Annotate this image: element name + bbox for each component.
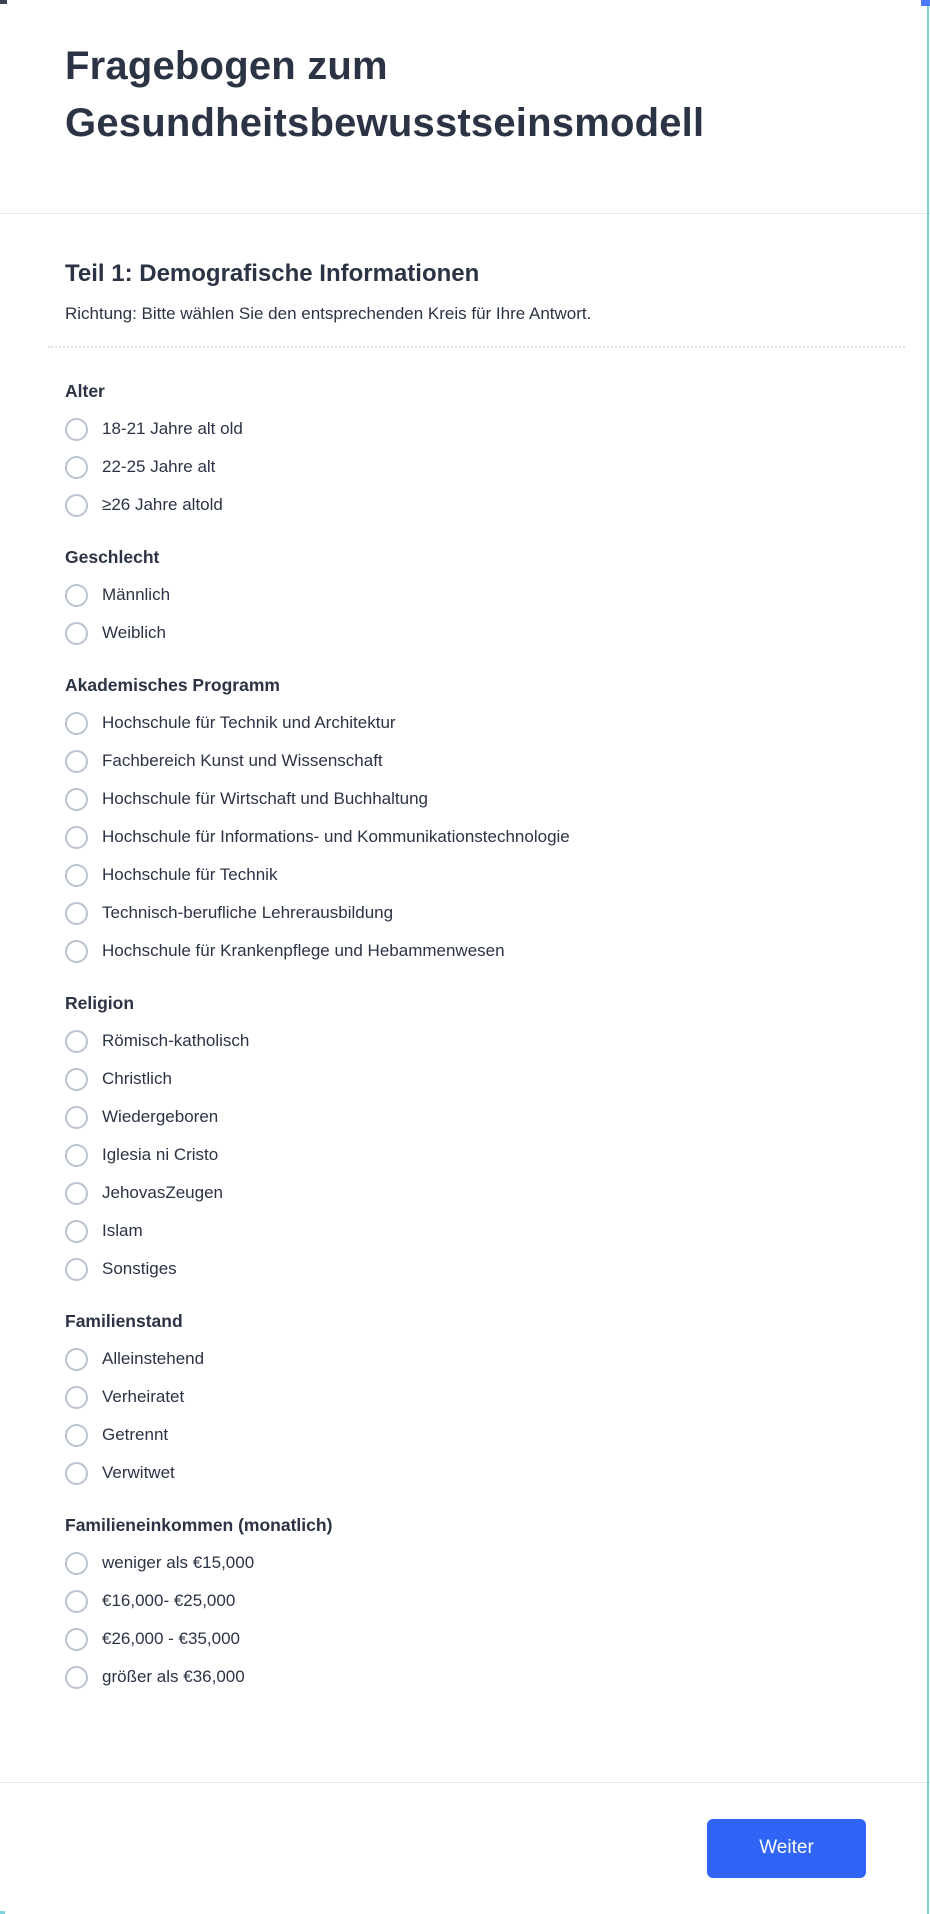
radio-button-icon[interactable]: [65, 456, 88, 479]
question-group: [65, 381, 865, 517]
radio-button-icon[interactable]: [65, 1552, 88, 1575]
question-group: [65, 547, 865, 645]
radio-button-icon[interactable]: [65, 1220, 88, 1243]
right-guide-line: [927, 0, 929, 1914]
option-list: [65, 1030, 865, 1281]
radio-option[interactable]: [65, 1628, 865, 1651]
radio-option[interactable]: [65, 864, 865, 887]
section-heading: Teil 1: Demografische Informationen: [65, 260, 480, 287]
form-footer: [0, 1783, 930, 1913]
radio-option-label: Alleinstehend: [102, 1349, 205, 1369]
radio-option-label: Römisch-katholisch: [102, 1031, 250, 1051]
radio-option[interactable]: [65, 1424, 865, 1447]
radio-option-label: 22-25 Jahre alt: [102, 457, 216, 477]
question-label: Alter: [65, 381, 105, 402]
radio-option-label: Hochschule für Technik: [102, 865, 278, 885]
question-label: Familieneinkommen (monatlich): [65, 1515, 333, 1536]
radio-option-label: Wiedergeboren: [102, 1107, 219, 1127]
question-group: [65, 675, 865, 963]
radio-button-icon[interactable]: [65, 622, 88, 645]
option-list: [65, 418, 865, 517]
radio-option[interactable]: [65, 940, 865, 963]
radio-button-icon[interactable]: [65, 1628, 88, 1651]
radio-option[interactable]: [65, 1386, 865, 1409]
radio-button-icon[interactable]: [65, 1030, 88, 1053]
radio-option-label: Hochschule für Informations- und Kommunikationstechnologie: [102, 827, 570, 847]
radio-option-label: Hochschule für Technik und Architektur: [102, 713, 396, 733]
radio-button-icon[interactable]: [65, 584, 88, 607]
radio-button-icon[interactable]: [65, 712, 88, 735]
radio-option[interactable]: [65, 826, 865, 849]
question-label: Akademisches Programm: [65, 675, 280, 696]
question-group: [65, 1311, 865, 1485]
radio-button-icon[interactable]: [65, 788, 88, 811]
radio-option[interactable]: [65, 1552, 865, 1575]
radio-button-icon[interactable]: [65, 1182, 88, 1205]
radio-option[interactable]: [65, 788, 865, 811]
question-group: [65, 993, 865, 1281]
dotted-divider: [48, 346, 905, 348]
radio-button-icon[interactable]: [65, 1590, 88, 1613]
section-instruction: Richtung: Bitte wählen Sie den entsprechenden Kreis für Ihre Antwort.: [65, 304, 592, 323]
radio-option-label: Sonstiges: [102, 1259, 177, 1279]
resize-handle: [921, 0, 930, 6]
radio-option-label: Verwitwet: [102, 1463, 175, 1483]
radio-option-label: ≥26 Jahre altold: [102, 495, 223, 515]
form-title: Fragebogen zum Gesundheitsbewusstseinsmodell: [65, 44, 705, 145]
radio-button-icon[interactable]: [65, 1068, 88, 1091]
radio-option-label: €26,000 - €35,000: [102, 1629, 241, 1649]
radio-option[interactable]: [65, 1068, 865, 1091]
radio-option[interactable]: [65, 1030, 865, 1053]
radio-option[interactable]: [65, 1106, 865, 1129]
radio-option-label: Hochschule für Krankenpflege und Hebammenwesen: [102, 941, 505, 961]
radio-option[interactable]: [65, 1462, 865, 1485]
radio-button-icon[interactable]: [65, 1666, 88, 1689]
radio-option-label: Christlich: [102, 1069, 172, 1089]
option-list: [65, 712, 865, 963]
form-body: [0, 214, 930, 1783]
radio-option-label: 18-21 Jahre alt old: [102, 419, 243, 439]
radio-option[interactable]: [65, 1220, 865, 1243]
radio-button-icon[interactable]: [65, 750, 88, 773]
radio-option-label: Islam: [102, 1221, 143, 1241]
question-group: [65, 1515, 865, 1689]
question-label: Familienstand: [65, 1311, 183, 1332]
radio-button-icon[interactable]: [65, 940, 88, 963]
radio-button-icon[interactable]: [65, 902, 88, 925]
radio-button-icon[interactable]: [65, 1386, 88, 1409]
question-list: [65, 381, 865, 1689]
radio-option-label: Weiblich: [102, 623, 166, 643]
radio-option[interactable]: [65, 584, 865, 607]
radio-button-icon[interactable]: [65, 1424, 88, 1447]
option-list: [65, 1348, 865, 1485]
radio-button-icon[interactable]: [65, 1106, 88, 1129]
radio-option[interactable]: [65, 456, 865, 479]
radio-option-label: größer als €36,000: [102, 1667, 245, 1687]
radio-option[interactable]: [65, 1258, 865, 1281]
radio-option-label: Fachbereich Kunst und Wissenschaft: [102, 751, 383, 771]
form-header: [0, 0, 930, 214]
question-label: Geschlecht: [65, 547, 160, 568]
radio-option-label: Männlich: [102, 585, 171, 605]
next-button[interactable]: Weiter: [707, 1819, 866, 1878]
radio-button-icon[interactable]: [65, 1258, 88, 1281]
radio-option-label: Iglesia ni Cristo: [102, 1145, 219, 1165]
radio-option[interactable]: [65, 622, 865, 645]
question-label: Religion: [65, 993, 135, 1014]
radio-option[interactable]: [65, 1144, 865, 1167]
radio-button-icon[interactable]: [65, 418, 88, 441]
radio-option-label: €16,000- €25,000: [102, 1591, 236, 1611]
radio-button-icon[interactable]: [65, 826, 88, 849]
radio-option-label: weniger als €15,000: [102, 1553, 255, 1573]
radio-button-icon[interactable]: [65, 494, 88, 517]
radio-button-icon[interactable]: [65, 1348, 88, 1371]
radio-option-label: JehovasZeugen: [102, 1183, 223, 1203]
radio-option[interactable]: [65, 712, 865, 735]
radio-option-label: Technisch-berufliche Lehrerausbildung: [102, 903, 394, 923]
radio-option-label: Getrennt: [102, 1425, 169, 1445]
radio-option[interactable]: [65, 750, 865, 773]
radio-option-label: Verheiratet: [102, 1387, 185, 1407]
radio-option-label: Hochschule für Wirtschaft und Buchhaltung: [102, 789, 429, 809]
radio-option[interactable]: [65, 418, 865, 441]
option-list: [65, 1552, 865, 1689]
radio-option[interactable]: [65, 1182, 865, 1205]
radio-button-icon[interactable]: [65, 1144, 88, 1167]
radio-button-icon[interactable]: [65, 864, 88, 887]
radio-option[interactable]: [65, 1666, 865, 1689]
radio-option[interactable]: [65, 1590, 865, 1613]
radio-button-icon[interactable]: [65, 1462, 88, 1485]
radio-option[interactable]: [65, 902, 865, 925]
corner-mark: [0, 0, 7, 4]
option-list: [65, 584, 865, 645]
radio-option[interactable]: [65, 1348, 865, 1371]
radio-option[interactable]: [65, 494, 865, 517]
